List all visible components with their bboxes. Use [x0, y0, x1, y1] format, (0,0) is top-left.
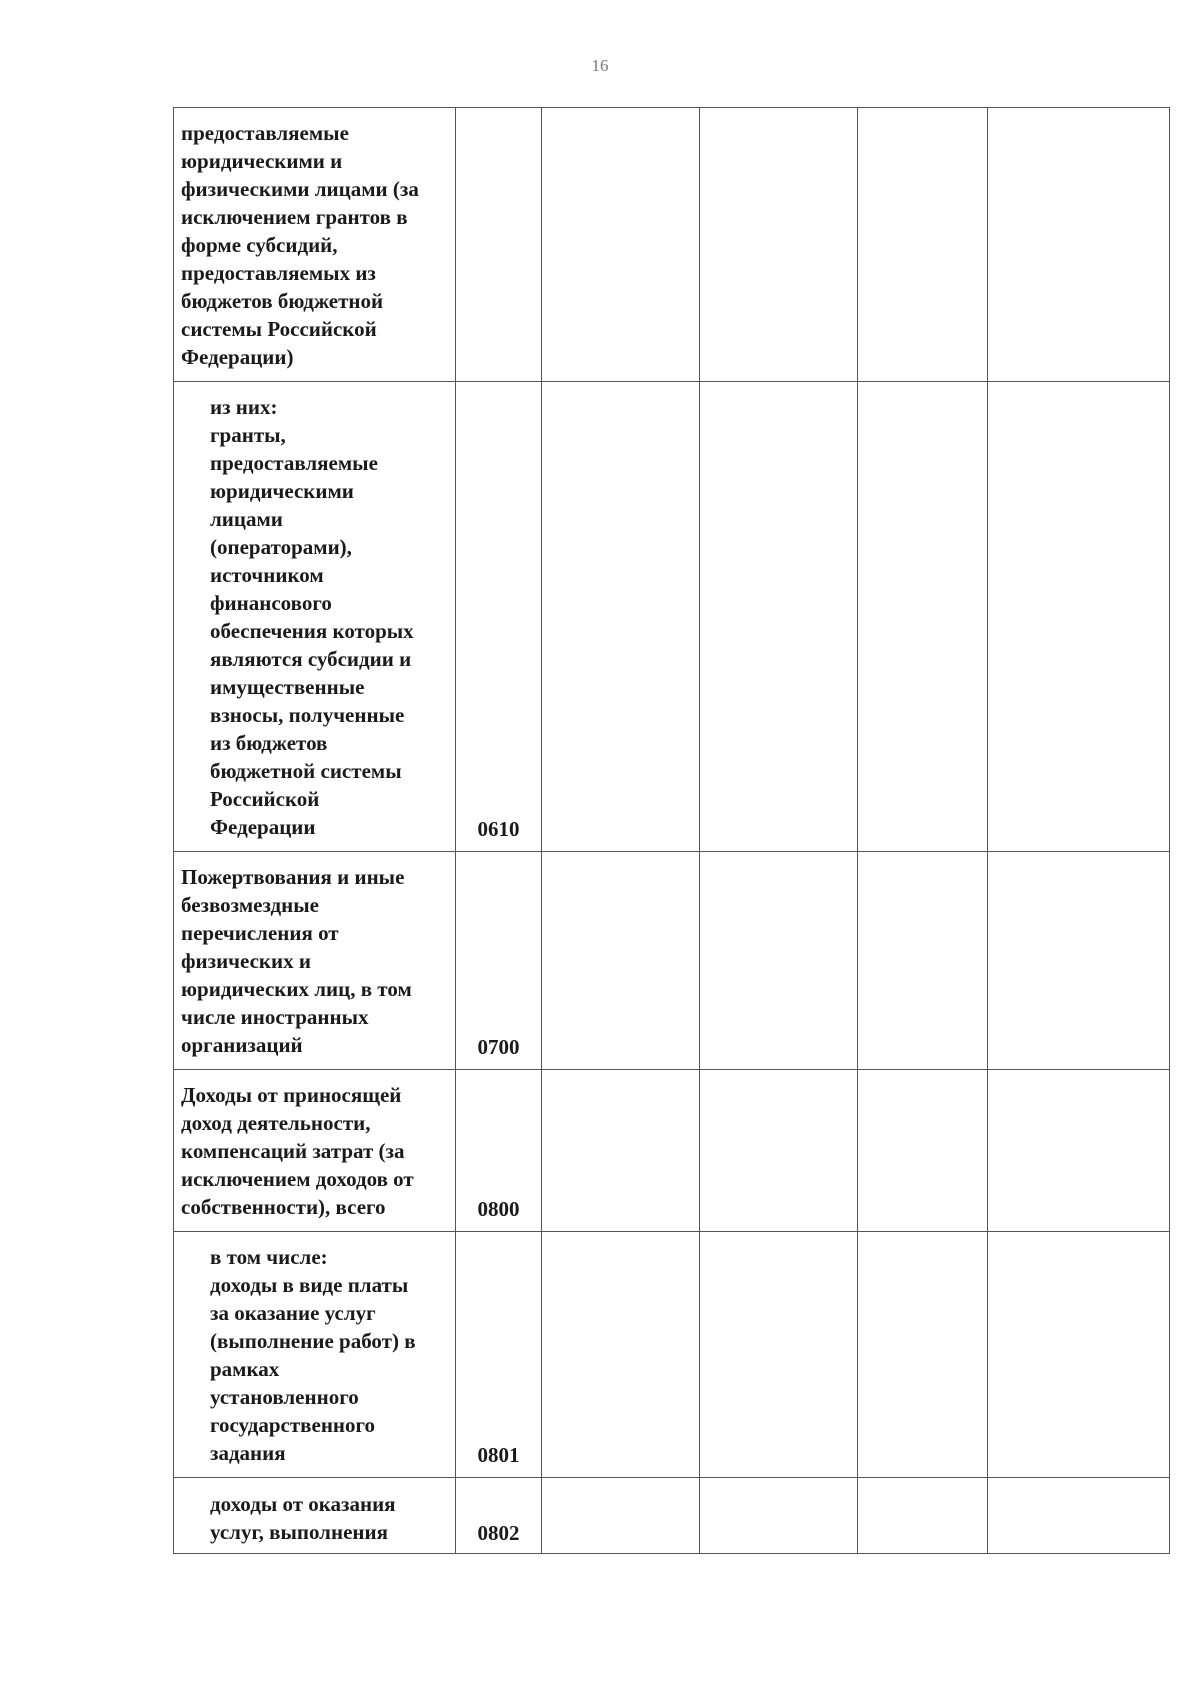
value-cell	[700, 1232, 858, 1478]
value-cell	[700, 382, 858, 852]
row-code	[456, 108, 542, 382]
row-label: Доходы от приносящей доход деятельности, компенсаций затрат (за исключением доходов от собственности), всего	[174, 1070, 456, 1232]
row-code: 0802	[456, 1478, 542, 1554]
row-code: 0700	[456, 852, 542, 1070]
page-number: 16	[591, 56, 609, 75]
value-cell	[542, 1232, 700, 1478]
row-code: 0800	[456, 1070, 542, 1232]
value-cell	[988, 1478, 1170, 1554]
table-row	[174, 852, 1170, 1070]
row-label: доходы от оказания услуг, выполнения	[174, 1478, 456, 1554]
table-row	[174, 1070, 1170, 1232]
value-cell	[988, 1070, 1170, 1232]
value-cell	[988, 1232, 1170, 1478]
value-cell	[858, 108, 988, 382]
value-cell	[988, 108, 1170, 382]
value-cell	[858, 1478, 988, 1554]
row-label: в том числе: доходы в виде платы за оказание услуг (выполнение работ) в рамках установленного государственного задания	[174, 1232, 456, 1478]
value-cell	[858, 1070, 988, 1232]
row-code: 0801	[456, 1232, 542, 1478]
value-cell	[988, 852, 1170, 1070]
value-cell	[700, 852, 858, 1070]
value-cell	[542, 852, 700, 1070]
value-cell	[542, 1070, 700, 1232]
row-label: Пожертвования и иные безвозмездные перечисления от физических и юридических лиц, в том числе иностранных организаций	[174, 852, 456, 1070]
form-table	[173, 107, 1170, 1554]
table-row	[174, 108, 1170, 382]
value-cell	[542, 108, 700, 382]
value-cell	[700, 1478, 858, 1554]
table-row	[174, 382, 1170, 852]
value-cell	[858, 382, 988, 852]
value-cell	[700, 108, 858, 382]
value-cell	[542, 1478, 700, 1554]
value-cell	[858, 1232, 988, 1478]
row-label: предоставляемые юридическими и физическими лицами (за исключением грантов в форме субсидий, предоставляемых из бюджетов бюджетной системы Российской Федерации)	[174, 108, 456, 382]
table-row	[174, 1478, 1170, 1554]
table-row	[174, 1232, 1170, 1478]
value-cell	[542, 382, 700, 852]
row-label: из них: гранты, предоставляемые юридическими лицами (операторами), источником финансового обеспечения которых являются субсидии и имущественные взносы, полученные из бюджетов бюджетной системы Российской Федерации	[174, 382, 456, 852]
row-code: 0610	[456, 382, 542, 852]
value-cell	[858, 852, 988, 1070]
value-cell	[988, 382, 1170, 852]
value-cell	[700, 1070, 858, 1232]
